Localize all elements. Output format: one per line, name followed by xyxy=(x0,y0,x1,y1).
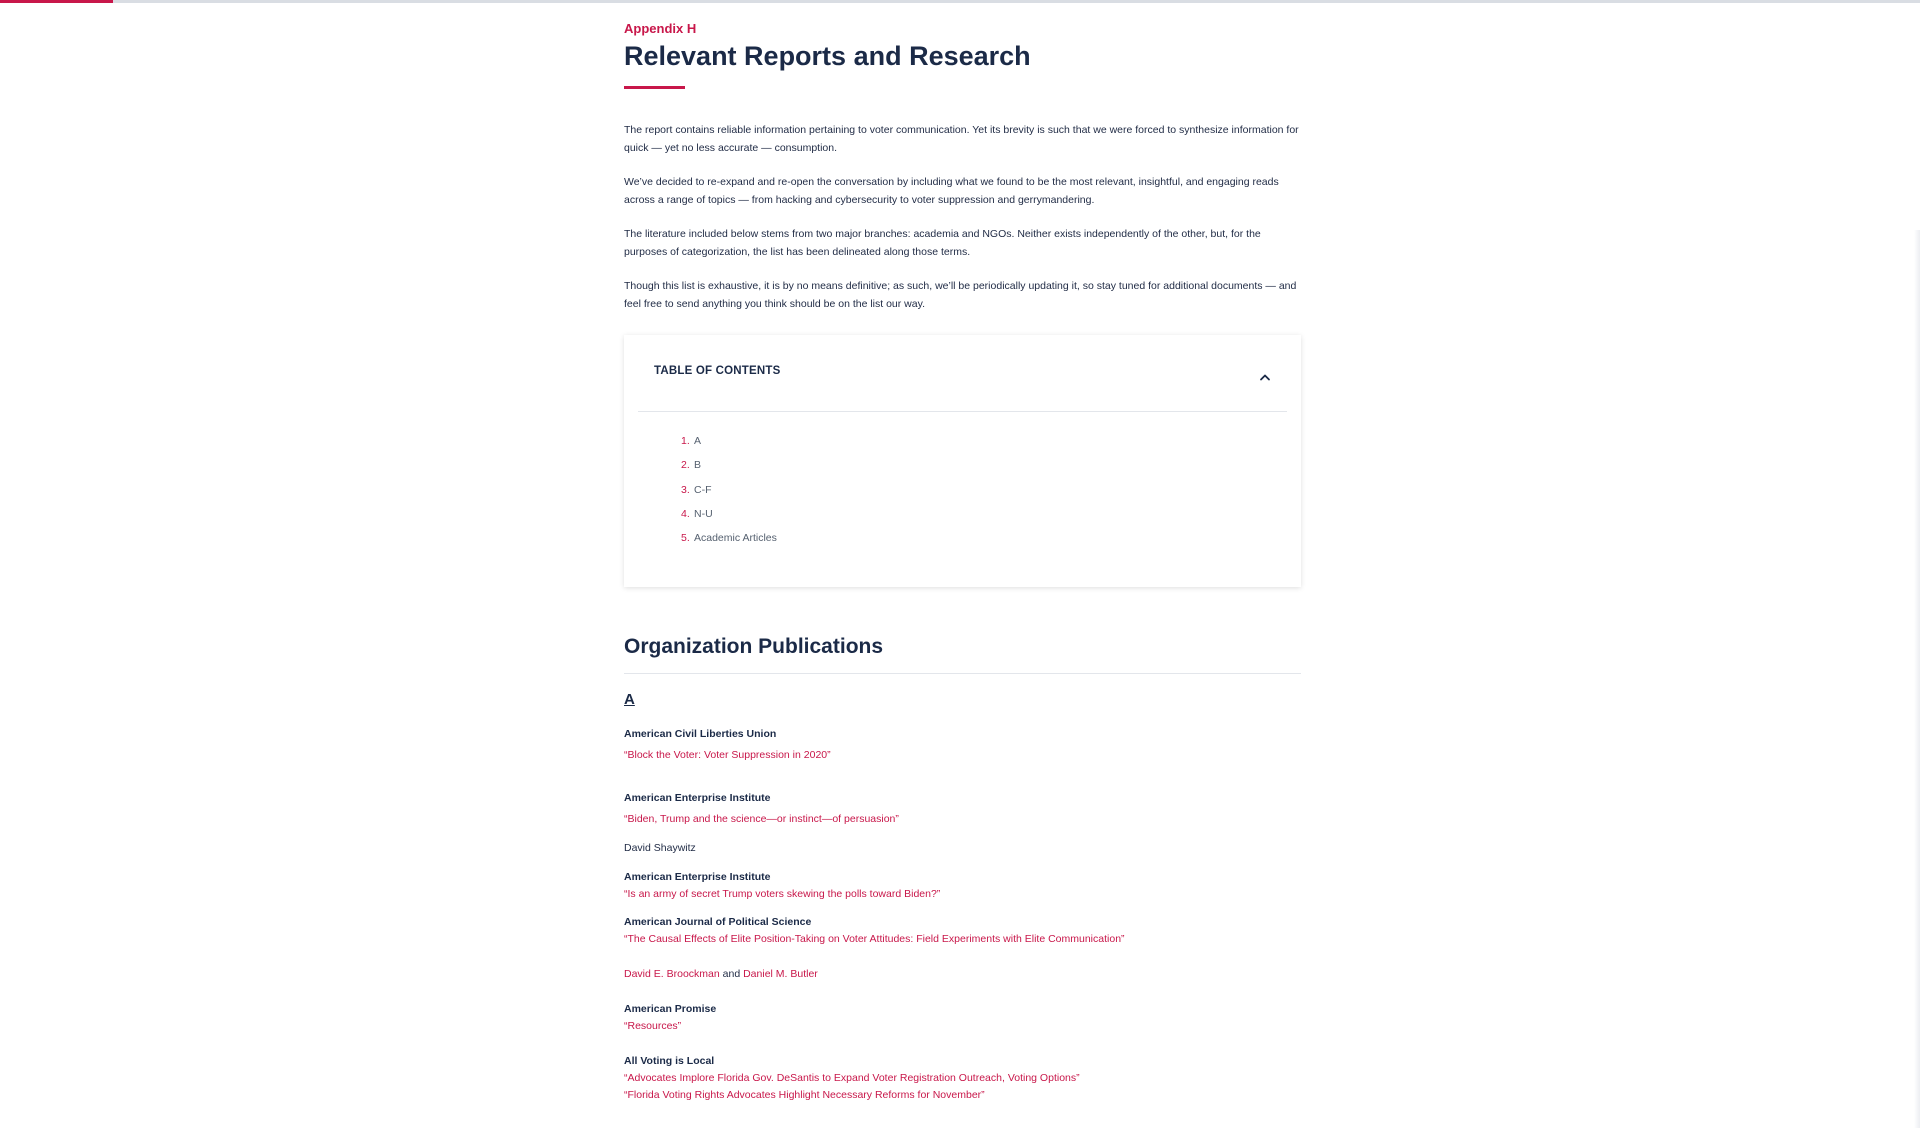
author-name: David Shaywitz xyxy=(624,842,696,854)
toc-item-number: 4. xyxy=(681,507,690,520)
author-conjunction: and xyxy=(722,968,741,980)
intro-paragraph: The report contains reliable information pertaining to voter communication. Yet its brevity is such that we were forced to synthesize information for quick — yet no less accurate — consumption. xyxy=(624,124,1299,154)
table-of-contents xyxy=(624,335,1301,587)
intro xyxy=(624,122,1302,313)
publication-link[interactable]: “Resources” xyxy=(624,1020,682,1032)
section-title: Organization Publications xyxy=(624,635,884,658)
publication-link[interactable]: “Florida Voting Rights Advocates Highlight Necessary Reforms for November” xyxy=(624,1089,985,1101)
toc-item-number: 5. xyxy=(681,532,690,545)
intro-paragraph: Though this list is exhaustive, it is by no means definitive; as such, we’ll be periodically updating it, so stay tuned for additional documents — and feel free to send anything you think should be on the list our way. xyxy=(624,280,1297,310)
org-name: American Promise xyxy=(624,1003,717,1015)
letter-heading-a[interactable]: A xyxy=(624,691,635,708)
toc-item-n-u[interactable] xyxy=(681,502,777,526)
toc-header[interactable]: TABLE OF CONTENTS xyxy=(654,365,781,377)
toc-item-number: 2. xyxy=(681,459,690,472)
org-name: American Enterprise Institute xyxy=(624,792,771,804)
publication-link[interactable]: “Biden, Trump and the science—or instinct—of persuasion” xyxy=(624,813,899,825)
entry-list xyxy=(624,726,1302,1104)
toc-item-label[interactable]: Academic Articles xyxy=(694,532,777,545)
toc-item-c-f[interactable] xyxy=(681,478,777,502)
scrollbar-edge xyxy=(1914,230,1920,1128)
publication-link[interactable]: “Advocates Implore Florida Gov. DeSantis to Expand Voter Registration Outreach, Voting Options” xyxy=(624,1072,1080,1084)
publication-link[interactable]: “Block the Voter: Voter Suppression in 2020” xyxy=(624,749,831,761)
author-link[interactable]: Daniel M. Butler xyxy=(743,968,818,980)
toc-item-label[interactable]: N-U xyxy=(694,507,713,520)
section-divider xyxy=(624,673,1301,674)
title-underline xyxy=(624,86,685,89)
toc-item-academic-articles[interactable] xyxy=(681,526,777,550)
toc-item-number: 3. xyxy=(681,483,690,496)
org-name: All Voting is Local xyxy=(624,1055,715,1067)
toc-item-label[interactable]: C-F xyxy=(694,483,712,496)
toc-item-label[interactable]: A xyxy=(694,435,702,447)
toc-item-a[interactable] xyxy=(681,429,777,453)
toc-item-number: 1. xyxy=(681,435,690,447)
reading-progress-bar xyxy=(0,0,1920,3)
toc-item-b[interactable] xyxy=(681,453,777,477)
page-title: Relevant Reports and Research xyxy=(624,41,1031,71)
toc-list xyxy=(681,429,777,550)
article xyxy=(624,20,1302,1104)
intro-paragraph: The literature included below stems from two major branches: academia and NGOs. Neither exists independently of the other, but, for the purposes of categorization, the list has been delineated along those terms. xyxy=(624,228,1261,258)
org-name: American Journal of Political Science xyxy=(624,916,812,928)
publication-link[interactable]: “Is an army of secret Trump voters skewing the polls toward Biden?” xyxy=(624,888,941,900)
org-name: American Civil Liberties Union xyxy=(624,728,777,740)
chevron-up-icon[interactable] xyxy=(1259,372,1271,382)
author-link[interactable]: David E. Broockman xyxy=(624,968,720,980)
org-name: American Enterprise Institute xyxy=(624,871,771,883)
intro-paragraph: We’ve decided to re-expand and re-open the conversation by including what we found to be the most relevant, insightful, and engaging reads across a range of topics — from hacking and cybersecurity to voter suppression and gerrymandering. xyxy=(624,176,1279,206)
reading-progress-fill xyxy=(0,0,113,3)
toc-divider xyxy=(638,411,1287,412)
toc-item-label[interactable]: B xyxy=(694,459,702,472)
appendix-label: Appendix H xyxy=(624,21,697,36)
author-line xyxy=(624,966,1302,983)
publication-link[interactable]: “The Causal Effects of Elite Position-Taking on Voter Attitudes: Field Experiments with Elite Communication” xyxy=(624,933,1125,945)
